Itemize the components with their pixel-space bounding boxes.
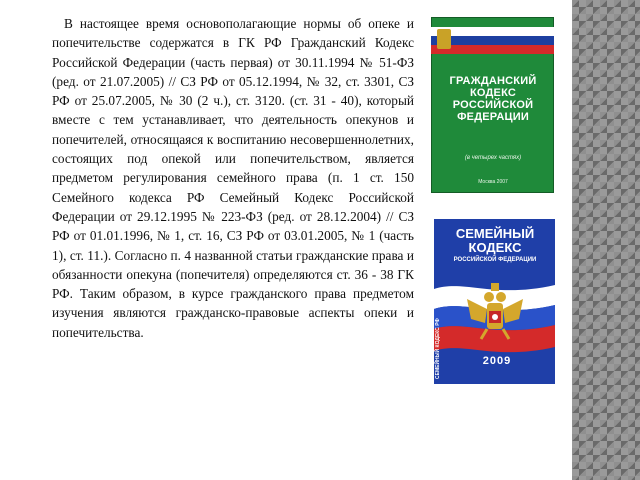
civil-code-subtitle: (в четырех частях) <box>464 155 522 161</box>
family-code-title: СЕМЕЙНЫЙ КОДЕКС <box>455 226 535 255</box>
emblem-icon <box>437 29 451 49</box>
family-code-subtitle: РОССИЙСКОЙ ФЕДЕРАЦИИ <box>453 257 537 263</box>
family-code-spine: СЕМЕЙНЫЙ КОДЕКС РФ <box>435 318 441 379</box>
civil-code-title: ГРАЖДАНСКИЙ КОДЕКС РОССИЙСКОЙ ФЕДЕРАЦИИ <box>449 75 537 123</box>
family-code-year: 2009 <box>482 355 512 367</box>
family-code-book-cover <box>434 219 555 384</box>
civil-code-city: Москва 2007 <box>478 179 508 185</box>
decorative-pattern-strip <box>572 0 640 480</box>
civil-code-book-cover <box>431 17 554 193</box>
body-paragraph: В настоящее время основополагающие нормы об опеке и попечительстве содержатся в ГК РФ Гражданский Кодекс Российской Федерации (часть первая) от 30.11.1994 № 51-ФЗ (ред. от 21.07.2005) // СЗ РФ от 05.12.1994, № 32, ст. 3301, СЗ РФ от 25.07.2005, № 30 (2 ч.), ст. 3120. (ст. 31 - 40), который вместе с тем устанавливает, что деятельность опекунов и попечителей, относящаяся к воспитанию несовершеннолетних, состоящих под опекой или попечительством, является предметом регулирования семейного права (п. 1 ст. 150 Семейного кодекса РФ Семейный Кодекс Российской Федерации от 29.12.1995 № 223-ФЗ (ред. от 28.12.2004) // СЗ РФ от 01.01.1996, № 1, ст. 16, СЗ РФ от 03.01.2005, № 1 (часть 1), ст. 11.). Согласно п. 4 названной статьи гражданские права и обязанности опекуна (попечителя) определяются ст. 36 - 38 ГК РФ. Таким образом, в курсе гражданского права предметом изучения являются гражданско-правовые аспекты опеки и попечительства. <box>52 16 414 340</box>
